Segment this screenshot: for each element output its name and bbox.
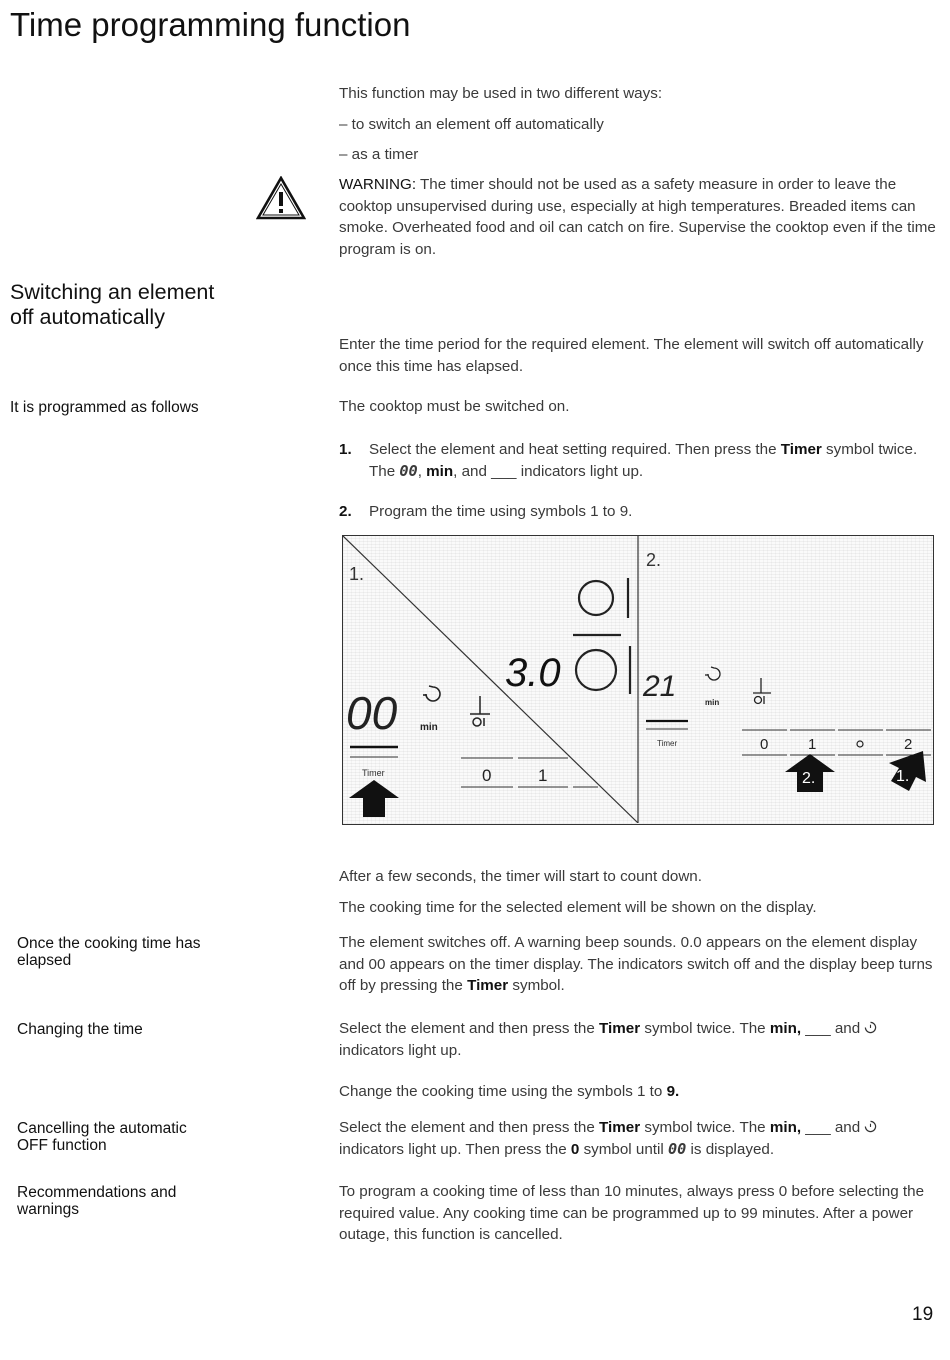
body-text: Select the element and then press the	[339, 1119, 600, 1136]
side-label-recommendations	[17, 1184, 176, 1218]
programmed-text: The cooktop must be switched on.	[339, 398, 570, 415]
timer-key-label-2: Timer	[657, 739, 678, 748]
after-text	[339, 866, 939, 918]
side-label-elapsed	[17, 935, 201, 969]
body-text: Select the element and then press the	[339, 1020, 600, 1037]
timer-keyword: Timer	[467, 977, 509, 994]
timer-clock-icon-2	[705, 667, 720, 680]
side-label-line: OFF function	[17, 1137, 107, 1154]
side-label-line: Cancelling the automatic	[17, 1120, 187, 1137]
cancelling-text	[339, 1117, 939, 1160]
key-dot	[857, 741, 863, 747]
side-label-changing: Changing the time	[17, 1021, 143, 1038]
section-heading-line: off automatically	[10, 305, 165, 329]
min-keyword: min,	[769, 1020, 802, 1037]
bold-digit: 0	[570, 1140, 580, 1158]
min-keyword: min	[426, 462, 454, 480]
elapsed-text	[339, 932, 939, 997]
bold-period: .	[675, 1083, 680, 1100]
arrow-up-icon	[349, 780, 399, 817]
body-text: symbol.	[508, 977, 565, 994]
side-label-line: Once the cooking time has	[17, 935, 201, 952]
body-text: indicators light up.	[339, 1041, 462, 1059]
step-number: 1.	[339, 441, 352, 458]
arrow-step2-label: 2.	[802, 770, 816, 787]
intro-text	[339, 83, 939, 166]
control-panel-figure	[342, 535, 934, 825]
timer-clock-icon	[423, 686, 440, 701]
heat-setting-icon-2	[753, 678, 771, 704]
body-text: The element switches off. A warning beep sounds. 0.0 appears on the element display and 00 appears on the timer display. The indicators switch off and the display beep turns off by pressing the	[339, 934, 933, 994]
key-0-panel2: 0	[760, 736, 769, 753]
arrow-step1-label: 1.	[896, 768, 910, 785]
timer-key-label: Timer	[362, 768, 385, 778]
side-label-cancelling	[17, 1120, 187, 1154]
after-line: After a few seconds, the timer will start to count down.	[339, 868, 702, 885]
side-label-line: Recommendations and	[17, 1184, 177, 1201]
warning-label: WARNING:	[339, 176, 417, 193]
intro-line: This function may be used in two different ways:	[339, 85, 663, 102]
body-text: symbol until	[579, 1140, 668, 1158]
side-label-programmed: It is programmed as follows	[10, 399, 199, 416]
timer-keyword: Timer	[780, 441, 822, 458]
timer-keyword: Timer	[599, 1119, 641, 1136]
intro-line: – as a timer	[339, 146, 419, 163]
key-1: 1	[538, 766, 548, 785]
timer-keyword: Timer	[599, 1020, 641, 1037]
body-text: symbol twice. The	[640, 1020, 770, 1037]
figure-drawing	[343, 536, 932, 823]
step-text: ,	[417, 462, 427, 480]
page-title: Time programming function	[10, 6, 411, 43]
body-text: ___ and	[801, 1119, 865, 1136]
step-text: , and ___ indicators light up.	[453, 462, 644, 480]
step-number: 2.	[339, 503, 352, 520]
step-text: Program the time using symbols 1 to 9.	[369, 503, 633, 520]
intro-line: – to switch an element off automatically	[339, 115, 604, 133]
step-2	[339, 501, 939, 523]
body-text: is displayed.	[686, 1140, 775, 1158]
timer-clock-icon	[864, 1021, 877, 1034]
heat-symbol-icon	[573, 578, 630, 694]
timer-clock-icon	[864, 1120, 877, 1133]
element-display: 3.0	[505, 651, 561, 695]
changing-text	[339, 1018, 939, 1061]
step-1	[339, 439, 939, 482]
section-heading	[10, 280, 214, 330]
body-text: ___ and	[801, 1020, 865, 1037]
recommend-text: To program a cooking time of less than 10 minutes, always press 0 before selecting the required value. Any cooking time can be programmed up to 99 minutes. After a power outage, this function is cancelled.	[339, 1183, 925, 1243]
side-label-line: elapsed	[17, 952, 72, 969]
page-number: 19	[912, 1304, 934, 1325]
body-text: Change the cooking time using the symbols 1 to	[339, 1083, 667, 1100]
step-text: Select the element and heat setting required. Then press the	[369, 441, 781, 458]
step-text: symbol twice. The	[369, 441, 918, 480]
warning-body: The timer should not be used as a safety measure in order to leave the cooktop unsupervised during use, especially at high temperatures. Breaded items can smoke. Overheated food and oil can catch on fire. Supervise the cooktop even if the time program is on.	[339, 176, 936, 258]
changing-line2	[339, 1081, 939, 1103]
warning-text	[339, 174, 939, 260]
after-line: The cooking time for the selected element will be shown on the display.	[339, 898, 817, 916]
section-intro: Enter the time period for the required element. The element will switch off automatically once this time has elapsed.	[339, 336, 924, 375]
timer-display-2: 21	[643, 670, 677, 703]
segment-digits: 00	[399, 461, 418, 480]
panel-1-label: 1.	[349, 564, 365, 584]
min-indicator-2: min	[705, 698, 720, 707]
key-1-panel2: 1	[808, 736, 817, 753]
heat-setting-icon	[470, 696, 490, 726]
side-label-line: warnings	[17, 1201, 80, 1218]
body-text: indicators light up. Then press the	[339, 1140, 571, 1158]
key-2-panel2: 2	[904, 736, 913, 753]
panel-2-label: 2.	[646, 550, 662, 570]
min-keyword: min,	[769, 1119, 802, 1136]
timer-display: 00	[346, 687, 398, 739]
min-indicator: min	[420, 722, 438, 733]
section-heading-line: Switching an element	[10, 280, 215, 304]
bold-digit: 9	[666, 1083, 676, 1100]
warning-triangle-icon	[256, 176, 306, 220]
body-text: symbol twice. The	[640, 1119, 770, 1136]
key-0: 0	[482, 766, 492, 785]
segment-digits: 00	[667, 1139, 687, 1158]
